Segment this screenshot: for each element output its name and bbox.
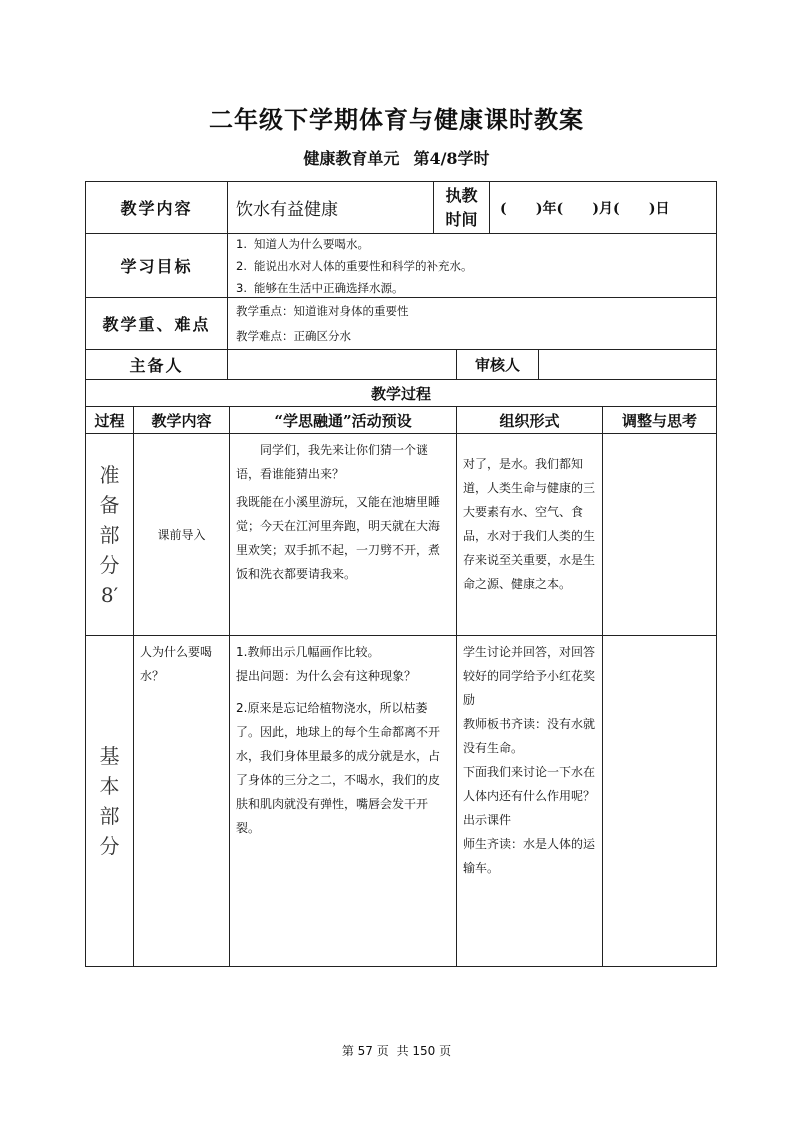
page-title: 二年级下学期体育与健康课时教案 xyxy=(209,106,584,134)
goals-label: 学习目标 xyxy=(120,257,193,276)
prep-activity xyxy=(230,434,456,635)
header-reflection: 调整与思考 xyxy=(621,411,697,430)
teaching-time-label-line2: 时间 xyxy=(445,209,478,229)
lesson-number: 第4/8学时 xyxy=(413,149,490,168)
lesson-topic: 饮水有益健康 xyxy=(236,200,338,220)
basic-reflection[interactable] xyxy=(603,636,716,966)
preparer-label: 主备人 xyxy=(129,356,184,375)
basic-activity-2: 2.原来是忘记给植物浇水，所以枯萎了。因此，地球上的每个生命都离不开水，我们身体里最多的成分就是水，占了身体的三分之二，不喝水，我们的皮肤和肌肉就没有弹性，嘴唇会发干开裂。 xyxy=(236,701,441,835)
goals-list xyxy=(228,234,716,297)
preparer-value[interactable] xyxy=(228,350,456,379)
key-points xyxy=(228,298,716,349)
basic-organization: 学生讨论并回答，对回答较好的同学给予小红花奖励 教师板书齐读：没有水就没有生命。 下面我们来讨论一下水在人体内还有什么作用呢？ 出示课件 师生齐读：水是人体的运输车。 xyxy=(463,645,596,875)
reviewer-value[interactable] xyxy=(539,350,716,379)
process-section-title: 教学过程 xyxy=(370,384,431,403)
basic-content: 人为什么要喝水？ xyxy=(140,645,213,683)
prep-activity-intro: 同学们，我先来让你们猜一个谜语，看谁能猜出来？ xyxy=(236,443,429,481)
goal-item: 1. 知道人为什么要喝水。 xyxy=(236,236,369,251)
basic-activity-1b: 提出问题：为什么会有这种现象？ xyxy=(236,669,417,683)
stage-basic: 基 本 部 分 xyxy=(99,744,120,858)
prep-reflection[interactable] xyxy=(603,434,716,635)
teaching-date[interactable]: ( )年( )月( )日 xyxy=(500,200,670,217)
difficulty-point: 教学难点：正确区分水 xyxy=(236,328,351,343)
header-organization: 组织形式 xyxy=(499,411,560,430)
key-points-label: 教学重、难点 xyxy=(102,315,211,334)
key-point: 教学重点：知道谁对身体的重要性 xyxy=(236,303,409,318)
reviewer-label: 审核人 xyxy=(474,356,520,374)
header-content: 教学内容 xyxy=(151,411,212,430)
page-number: 第 57 页 xyxy=(341,1044,389,1058)
unit-name: 健康教育单元 xyxy=(303,149,400,168)
goal-item: 3. 能够在生活中正确选择水源。 xyxy=(236,280,404,295)
teaching-time-label-line1: 执教 xyxy=(445,185,478,205)
basic-activity xyxy=(230,636,456,966)
total-pages: 共 150 页 xyxy=(396,1044,452,1058)
header-stage: 过程 xyxy=(94,411,125,430)
prep-organization: 对了，是水。我们都知道，人类生命与健康的三大要素有水、空气、食品，水对于我们人类的生存来说至关重要，水是生命之源、健康之本。 xyxy=(463,457,596,591)
page-footer xyxy=(0,1042,793,1059)
header-activity: “学思融通”活动预设 xyxy=(274,411,412,430)
basic-activity-1a: 1.教师出示几幅画作比较。 xyxy=(236,645,380,659)
prep-content: 课前导入 xyxy=(157,527,206,542)
content-label: 教学内容 xyxy=(120,199,193,218)
unit-subtitle xyxy=(0,146,793,169)
teaching-time-label xyxy=(434,182,489,233)
goal-item: 2. 能说出水对人体的重要性和科学的补充水。 xyxy=(236,258,473,273)
prep-activity-riddle: 我既能在小溪里游玩，又能在池塘里睡觉；今天在江河里奔跑，明天就在大海里欢笑；双手抓不起，一刀劈不开，煮饭和洗衣都要请我来。 xyxy=(236,495,441,581)
stage-prep: 准 备 部 分 8′ xyxy=(99,462,120,607)
